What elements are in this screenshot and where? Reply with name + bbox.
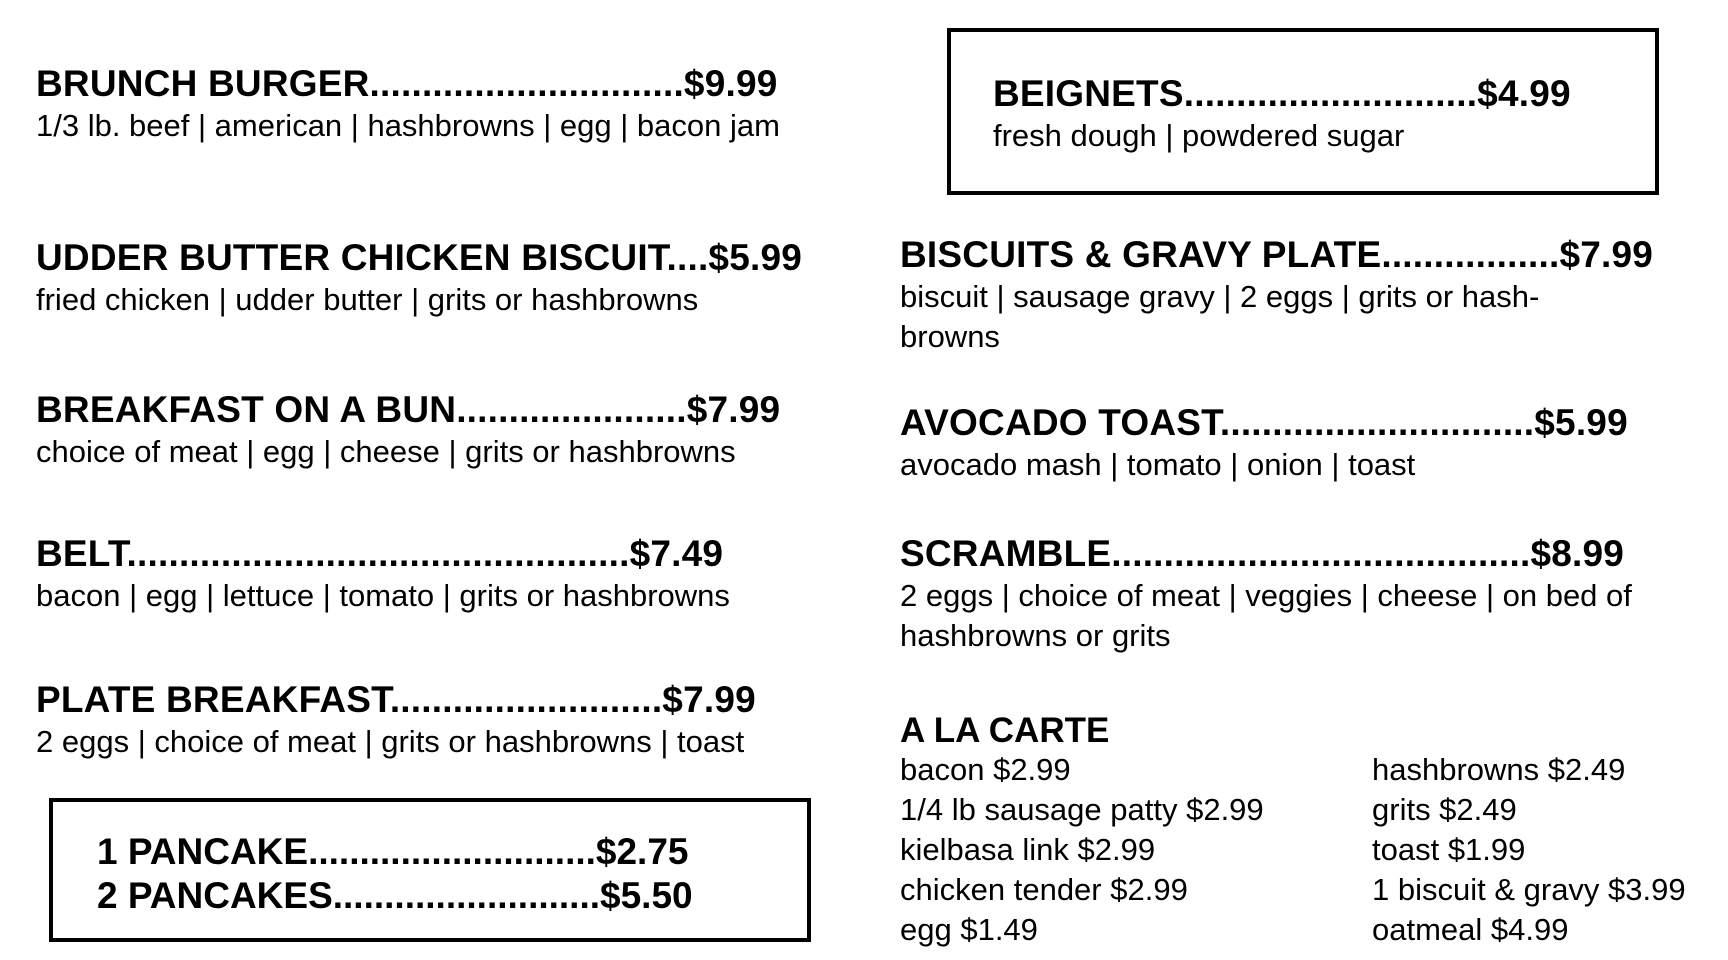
item-title: SCRAMBLE........................................$8.99 <box>900 533 1625 574</box>
menu-item-brunch-burger <box>36 62 836 146</box>
item-description: fried chicken | udder butter | grits or hashbrowns <box>36 282 699 317</box>
item-description: 2 eggs | choice of meat | grits or hashbrowns | toast <box>36 724 745 759</box>
beignets-title: BEIGNETS............................$4.99 <box>993 73 1571 114</box>
menu-item-avocado-toast <box>900 401 1700 485</box>
carte-item-grits: grits $2.49 <box>1372 792 1517 827</box>
item-description: choice of meat | egg | cheese | grits or hashbrowns <box>36 434 736 469</box>
a-la-carte-column-2 <box>1372 750 1686 950</box>
beignets-description: fresh dough | powdered sugar <box>993 118 1405 153</box>
carte-item-hashbrowns: hashbrowns $2.49 <box>1372 752 1626 787</box>
item-description: 2 eggs | choice of meat | veggies | cheese | on bed of hashbrowns or grits <box>900 578 1632 653</box>
item-description: biscuit | sausage gravy | 2 eggs | grits or hash-browns <box>900 279 1540 354</box>
carte-item-kielbasa-link: kielbasa link $2.99 <box>900 832 1156 867</box>
carte-item-egg: egg $1.49 <box>900 912 1038 947</box>
carte-item-oatmeal: oatmeal $4.99 <box>1372 912 1569 947</box>
menu-item-udder-butter-chicken-biscuit <box>36 236 836 320</box>
item-description: bacon | egg | lettuce | tomato | grits or hashbrowns <box>36 578 730 613</box>
carte-item-bacon: bacon $2.99 <box>900 752 1071 787</box>
carte-item-biscuit-gravy: 1 biscuit & gravy $3.99 <box>1372 872 1686 907</box>
menu-item-biscuits-gravy-plate <box>900 233 1654 357</box>
a-la-carte-column-1 <box>900 750 1264 950</box>
menu-item-plate-breakfast <box>36 678 836 762</box>
carte-item-chicken-tender: chicken tender $2.99 <box>900 872 1188 907</box>
beignets-box <box>947 28 1659 195</box>
menu-item-breakfast-on-a-bun <box>36 388 836 472</box>
pancake-double: 2 PANCAKES..........................$5.50 <box>97 875 693 916</box>
item-title: BREAKFAST ON A BUN......................$7.99 <box>36 389 781 430</box>
carte-item-toast: toast $1.99 <box>1372 832 1526 867</box>
menu-item-belt <box>36 532 836 616</box>
item-title: BISCUITS & GRAVY PLATE.................$7.99 <box>900 234 1654 275</box>
item-title: PLATE BREAKFAST..........................$7.99 <box>36 679 756 720</box>
item-title: AVOCADO TOAST..............................$5.99 <box>900 402 1628 443</box>
item-title: BELT................................................$7.49 <box>36 533 724 574</box>
a-la-carte-title: A LA CARTE <box>900 711 1110 750</box>
item-title: BRUNCH BURGER..............................$9.99 <box>36 63 778 104</box>
item-title: UDDER BUTTER CHICKEN BISCUIT....$5.99 <box>36 237 803 278</box>
item-description: avocado mash | tomato | onion | toast <box>900 447 1416 482</box>
item-description: 1/3 lb. beef | american | hashbrowns | egg | bacon jam <box>36 108 780 143</box>
menu-item-scramble <box>900 532 1700 656</box>
pancakes-box <box>49 798 811 942</box>
carte-item-sausage-patty: 1/4 lb sausage patty $2.99 <box>900 792 1264 827</box>
pancake-single: 1 PANCAKE............................$2.75 <box>97 831 689 872</box>
